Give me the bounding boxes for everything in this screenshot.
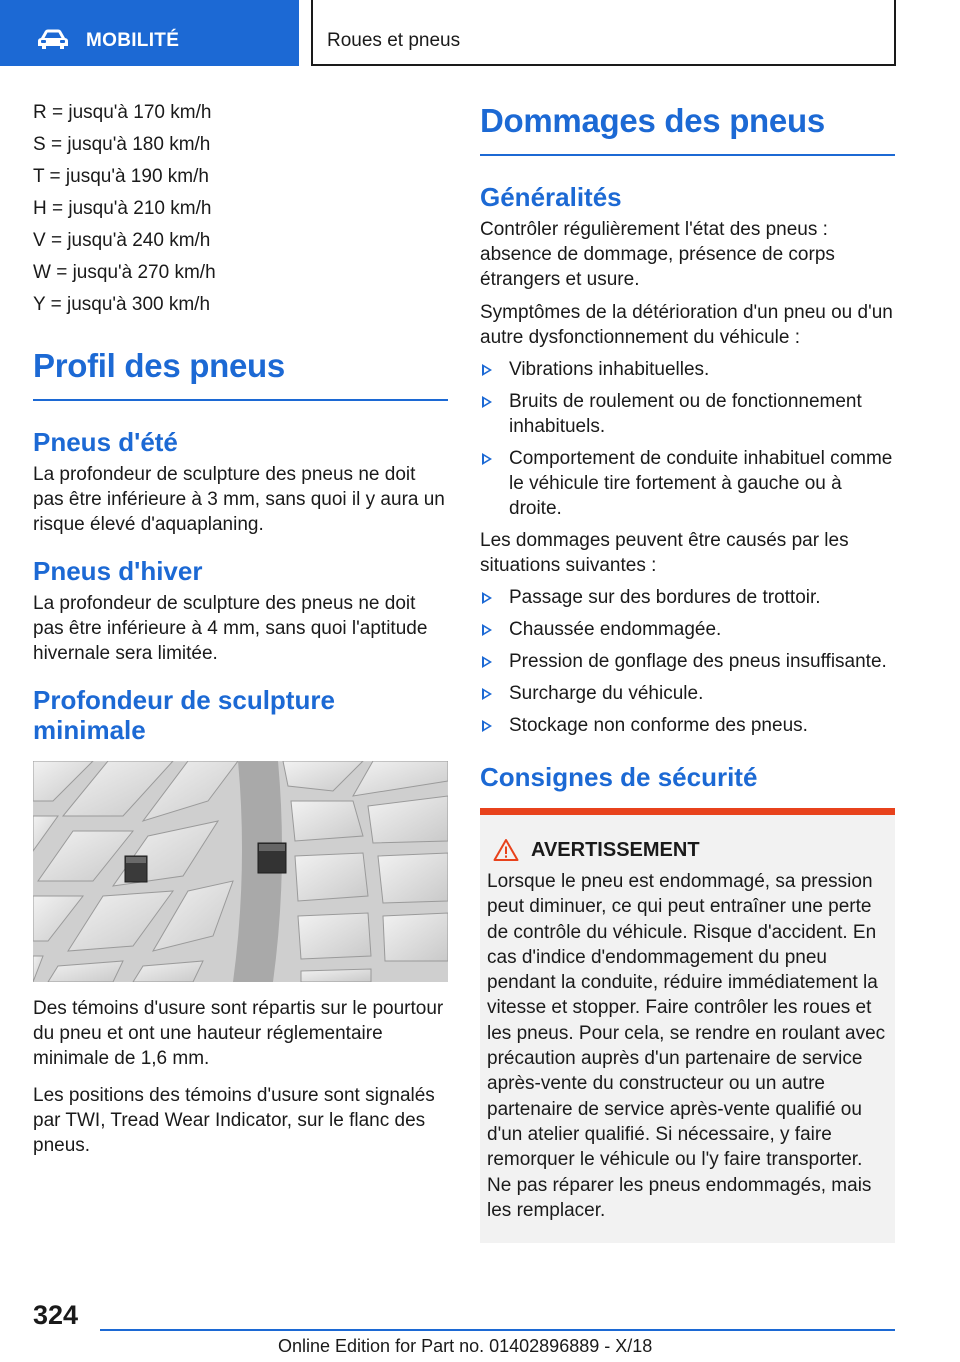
list-item: Vibrations inhabituelles. — [480, 357, 895, 382]
summer-tires-text: La profondeur de sculpture des pneus ne doit pas être inférieure à 3 mm, sans quoi il y aura un risque élevé d'aquaplaning. — [33, 464, 445, 535]
page-title-box — [311, 0, 896, 66]
triangle-bullet-icon — [482, 624, 492, 636]
wear-indicator-text-2: Les positions des témoins d'usure sont signalés par TWI, Tread Wear Indicator, sur le flanc des pneus. — [33, 1085, 435, 1156]
speed-rating-item: V = jusqu'à 240 km/h — [33, 230, 211, 251]
list-item: Pression de gonflage des pneus insuffisante. — [480, 649, 895, 674]
warning-triangle-icon — [493, 838, 519, 862]
list-item: Chaussée endommagée. — [480, 617, 895, 642]
list-item: Bruits de roulement ou de fonctionnement inhabituels. — [480, 389, 895, 439]
list-item: Stockage non conforme des pneus. — [480, 713, 895, 738]
tire-wear-indicator-image — [33, 761, 448, 982]
warning-text: Lorsque le pneu est endommagé, sa pression peut diminuer, ce qui peut entraîner une perte de contrôle du véhicule. Risque d'accident. En cas d'indice d'endommagement du pneu pendant la conduite, réduire immédiatement la vitesse et stopper. Faire contrôler les roues et les pneus. Pour cela, se rendre en roulant avec précaution auprès d'un partenaire de service après-vente du constructeur ou un autre partenaire de service après-vente qualifié ou d'un atelier qualifié. Si nécessaire, y faire remorquer le véhicule ou l'y faire transporter. Ne pas réparer les pneus endommagés, mais les remplacer. — [487, 871, 886, 1221]
heading-rule — [480, 154, 895, 156]
page-number: 324 — [33, 1300, 79, 1330]
heading-tire-profile: Profil des pneus — [33, 347, 285, 384]
speed-rating-item: W = jusqu'à 270 km/h — [33, 262, 216, 283]
footer-edition: Online Edition for Part no. 01402896889 - X/18 — [278, 1336, 653, 1356]
section-label: MOBILITÉ — [86, 30, 180, 51]
heading-summer-tires: Pneus d'été — [33, 427, 178, 457]
triangle-bullet-icon — [482, 592, 492, 604]
triangle-bullet-icon — [482, 656, 492, 668]
right-column — [480, 100, 895, 1243]
warning-box — [480, 808, 895, 1243]
section-tab[interactable] — [0, 0, 299, 66]
triangle-bullet-icon — [482, 720, 492, 732]
heading-minimum-depth: Profondeur de sculpture minimale — [33, 685, 335, 745]
footer-rule — [100, 1329, 895, 1331]
warning-header — [487, 837, 888, 863]
general-intro-text: Contrôler régulièrement l'état des pneus : absence de dommage, présence de corps étrangers et usure. — [480, 219, 835, 290]
speed-rating-item: T = jusqu'à 190 km/h — [33, 166, 209, 187]
winter-tires-text: La profondeur de sculpture des pneus ne doit pas être inférieure à 4 mm, sans quoi l'aptitude hivernale sera limitée. — [33, 593, 428, 664]
causes-intro-text: Les dommages peuvent être causés par les situations suivantes : — [480, 530, 849, 576]
symptoms-list — [480, 357, 895, 521]
speed-rating-item: R = jusqu'à 170 km/h — [33, 102, 212, 123]
causes-list — [480, 585, 895, 738]
speed-rating-item: H = jusqu'à 210 km/h — [33, 198, 212, 219]
wear-indicator-text-1: Des témoins d'usure sont répartis sur le pourtour du pneu et ont une hauteur réglementaire minimale de 1,6 mm. — [33, 998, 444, 1069]
speed-rating-list — [33, 100, 448, 317]
car-icon — [36, 28, 70, 50]
list-item: Passage sur des bordures de trottoir. — [480, 585, 895, 610]
heading-rule — [33, 399, 448, 401]
heading-tire-damage: Dommages des pneus — [480, 102, 825, 139]
heading-safety: Consignes de sécurité — [480, 762, 758, 792]
speed-rating-item: Y = jusqu'à 300 km/h — [33, 294, 211, 315]
triangle-bullet-icon — [482, 396, 492, 408]
triangle-bullet-icon — [482, 688, 492, 700]
warning-label: AVERTISSEMENT — [531, 839, 700, 861]
heading-general: Généralités — [480, 182, 622, 212]
heading-winter-tires: Pneus d'hiver — [33, 556, 203, 586]
left-column — [33, 100, 448, 1158]
speed-rating-item: S = jusqu'à 180 km/h — [33, 134, 211, 155]
triangle-bullet-icon — [482, 453, 492, 465]
symptoms-intro-text: Symptômes de la détérioration d'un pneu ou d'un autre dysfonctionnement du véhicule : — [480, 302, 893, 348]
triangle-bullet-icon — [482, 364, 492, 376]
page-title: Roues et pneus — [327, 30, 461, 51]
list-item: Comportement de conduite inhabituel comme le véhicule tire fortement à gauche ou à droite. — [480, 446, 895, 521]
list-item: Surcharge du véhicule. — [480, 681, 895, 706]
